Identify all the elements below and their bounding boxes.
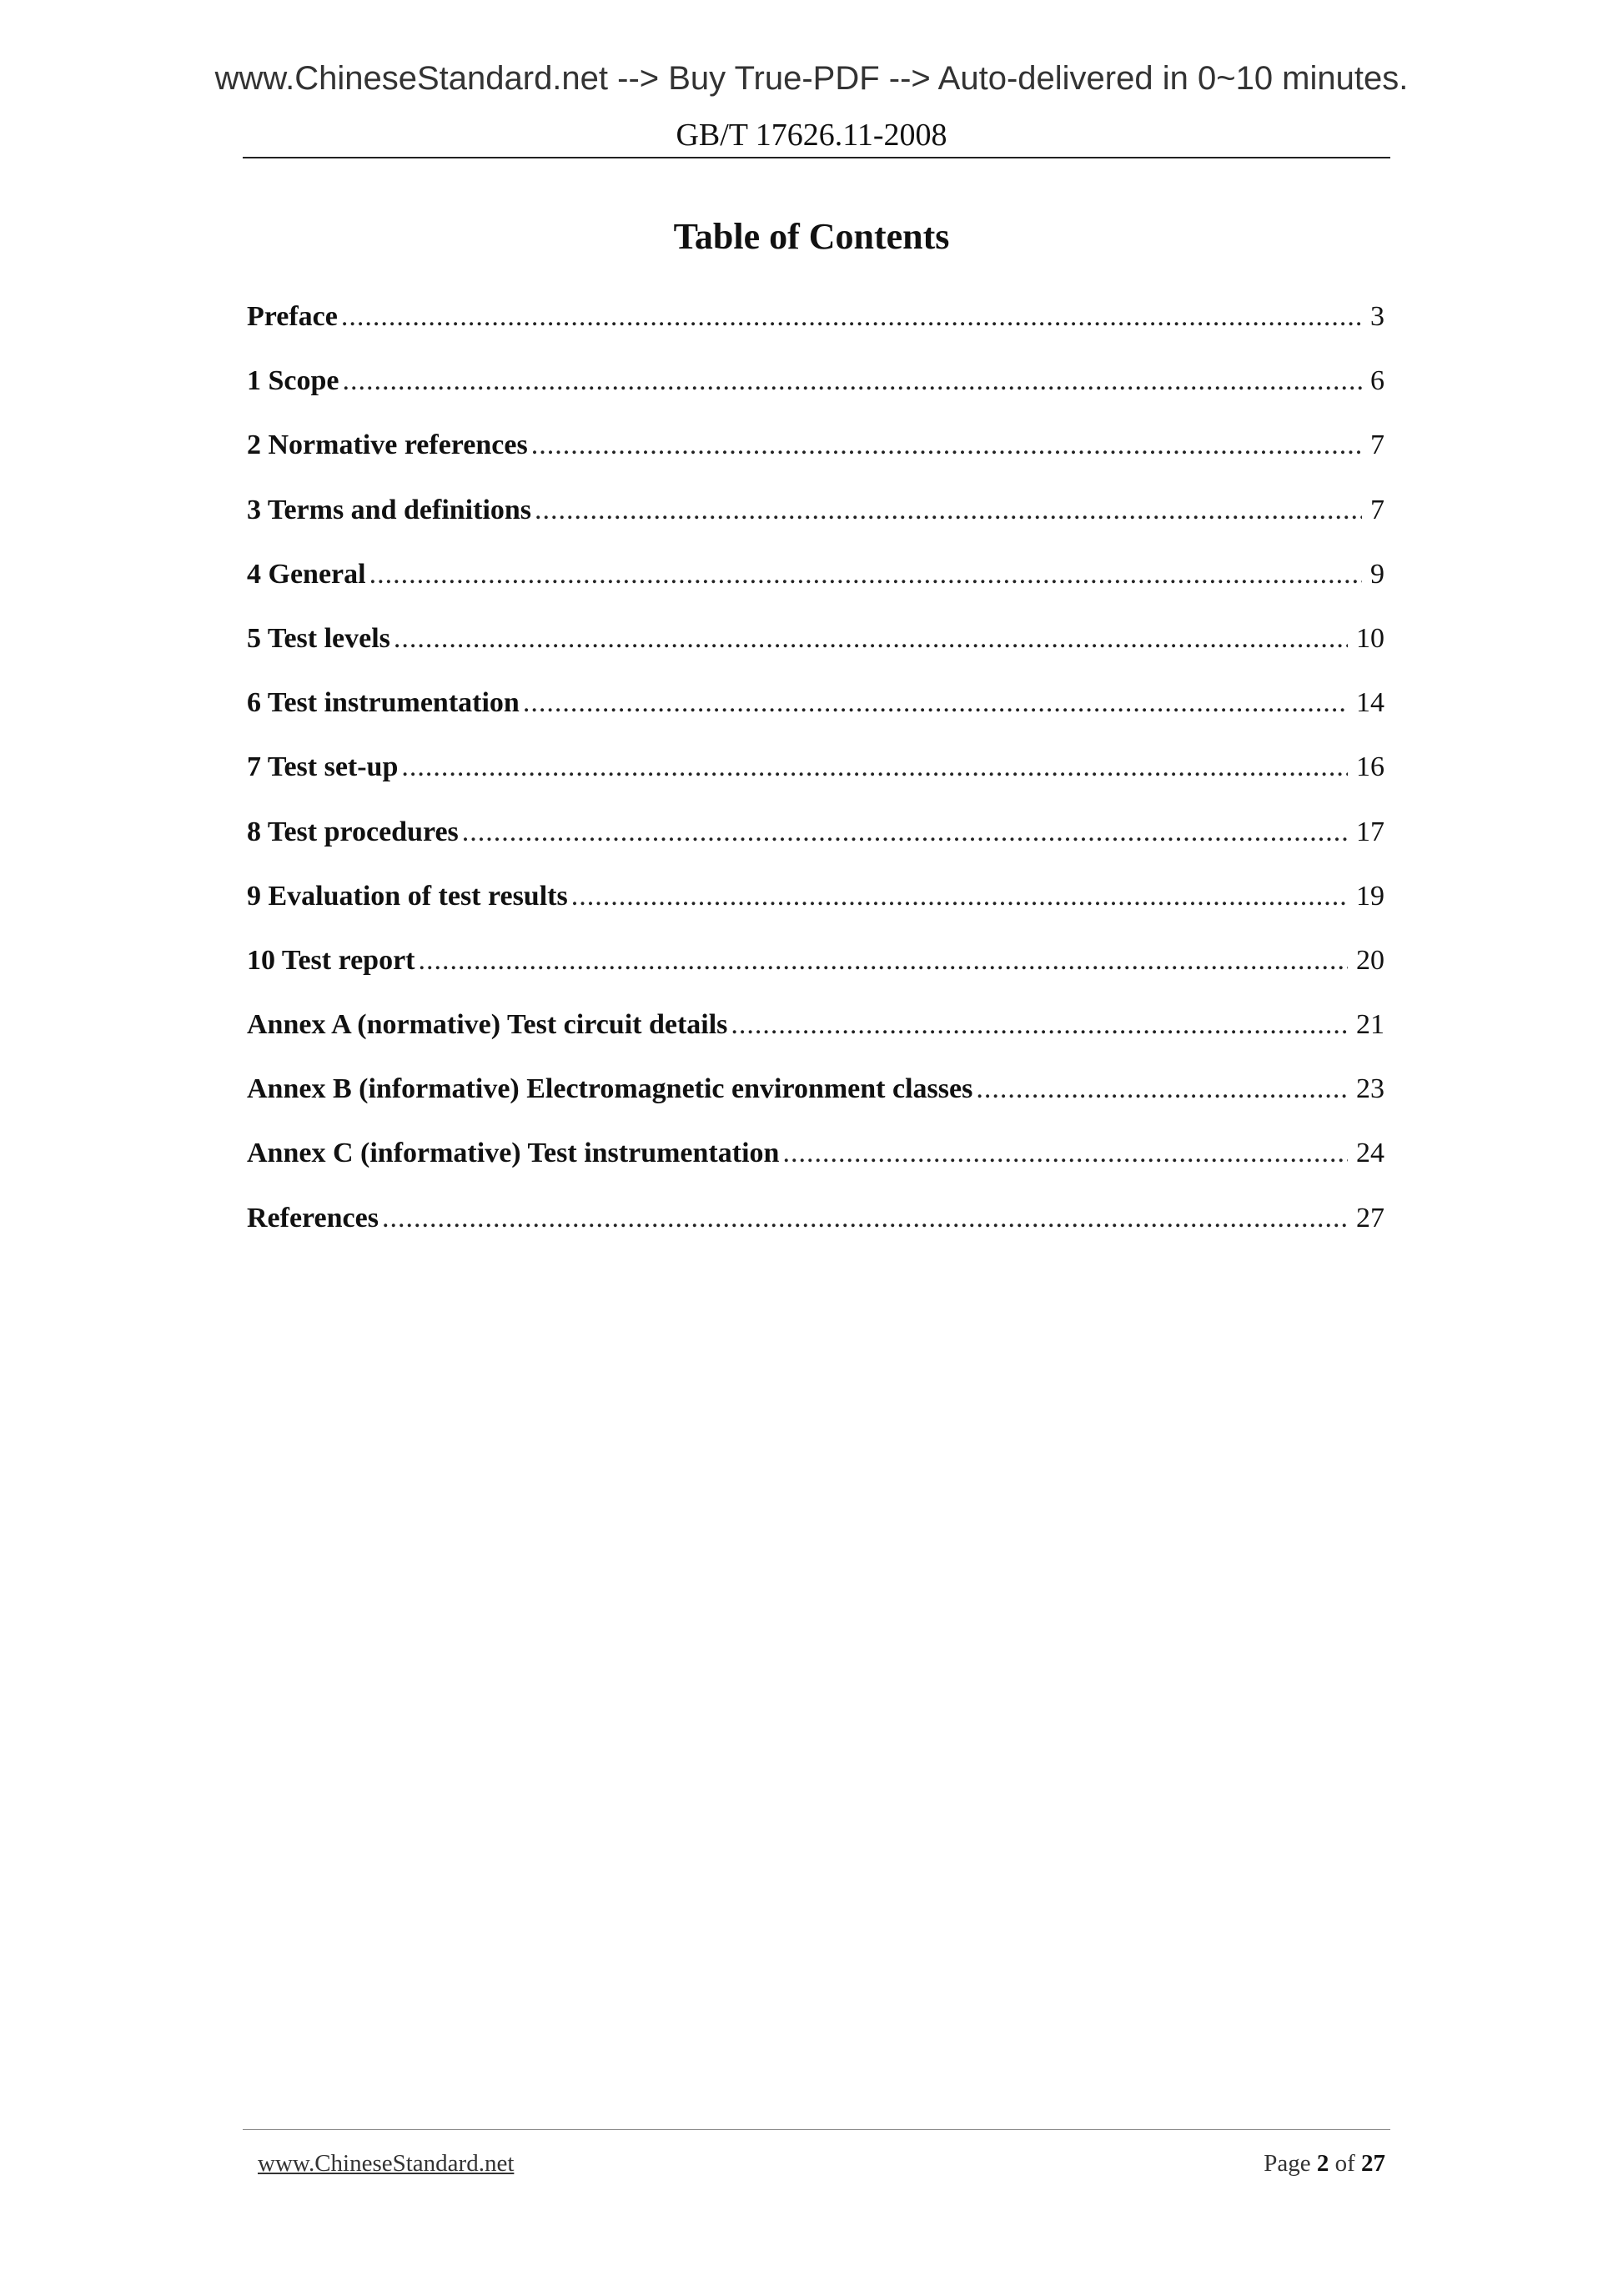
toc-entry-label: 10 Test report (247, 944, 415, 976)
toc-entry-label: 4 General (247, 558, 366, 590)
toc-entry-label: Preface (247, 301, 338, 332)
toc-entry-test-set-up[interactable] (247, 744, 1384, 808)
toc-dot-leader (462, 809, 1348, 856)
toc-dot-leader (523, 680, 1348, 726)
toc-dot-leader (531, 422, 1362, 469)
toc-entry-test-procedures[interactable] (247, 809, 1384, 873)
toc-entry-test-levels[interactable] (247, 615, 1384, 680)
toc-entry-annex-b[interactable] (247, 1066, 1384, 1130)
site-banner: www.ChineseStandard.net --> Buy True-PDF --> Auto-delivered in 0~10 minutes. (214, 60, 1409, 97)
toc-dot-leader (782, 1130, 1348, 1177)
toc-entry-test-report[interactable] (247, 937, 1384, 1002)
toc-entry-evaluation-of-test-results[interactable] (247, 873, 1384, 937)
toc-dot-leader (418, 937, 1348, 984)
page-total: 27 (1361, 2150, 1385, 2177)
toc-entry-page: 27 (1356, 1202, 1384, 1233)
toc-entry-normative-references[interactable] (247, 422, 1384, 486)
toc-entry-page: 24 (1356, 1138, 1384, 1169)
document-code: GB/T 17626.11-2008 (676, 118, 947, 153)
toc-dot-leader (731, 1002, 1348, 1048)
footer-site-link[interactable]: www.ChineseStandard.net (258, 2150, 515, 2177)
toc-entry-label: 1 Scope (247, 365, 339, 397)
toc-entry-annex-a[interactable] (247, 1002, 1384, 1066)
toc-entry-page: 6 (1370, 365, 1384, 397)
toc-entry-terms-and-definitions[interactable] (247, 487, 1384, 551)
toc-dot-leader (976, 1066, 1348, 1113)
toc-title: Table of Contents (673, 216, 950, 257)
toc-entry-label: Annex C (informative) Test instrumentation (247, 1138, 780, 1169)
toc-entry-label: 7 Test set-up (247, 751, 399, 783)
toc-entry-label: 3 Terms and definitions (247, 494, 532, 525)
toc-entry-page: 7 (1370, 494, 1384, 525)
toc-dot-leader (571, 873, 1348, 920)
page-current: 2 (1316, 2150, 1329, 2177)
toc-entry-page: 17 (1356, 816, 1384, 847)
toc-entry-page: 20 (1356, 944, 1384, 976)
toc-dot-leader (343, 358, 1363, 404)
toc-entry-label: 2 Normative references (247, 430, 528, 461)
toc-entry-page: 21 (1356, 1009, 1384, 1041)
header-divider (243, 157, 1390, 158)
toc-entry-page: 16 (1356, 751, 1384, 783)
toc-dot-leader (369, 551, 1362, 598)
toc-entry-page: 19 (1356, 880, 1384, 912)
toc-dot-leader (401, 744, 1348, 791)
toc-entry-annex-c[interactable] (247, 1130, 1384, 1194)
toc-entry-page: 23 (1356, 1073, 1384, 1105)
toc-entry-label: 5 Test levels (247, 622, 390, 654)
toc-entry-preface[interactable] (247, 294, 1384, 358)
toc-entry-label: 9 Evaluation of test results (247, 880, 568, 912)
toc-entry-page: 10 (1356, 622, 1384, 654)
toc-entry-general[interactable] (247, 551, 1384, 615)
page-number (1264, 2150, 1385, 2178)
toc-entry-page: 14 (1356, 687, 1384, 719)
page-of: of (1334, 2150, 1355, 2177)
toc-entry-label: Annex A (normative) Test circuit details (247, 1009, 728, 1041)
toc-entry-label: 8 Test procedures (247, 816, 459, 847)
toc-entry-page: 3 (1370, 301, 1384, 332)
toc-entry-label: 6 Test instrumentation (247, 687, 520, 719)
toc-entry-label: References (247, 1202, 379, 1233)
toc-dot-leader (535, 487, 1362, 534)
toc-dot-leader (382, 1195, 1348, 1242)
toc-dot-leader (394, 615, 1348, 662)
toc-entry-page: 7 (1370, 430, 1384, 461)
toc-entry-references[interactable] (247, 1195, 1384, 1259)
toc-entry-scope[interactable] (247, 358, 1384, 422)
toc-entry-label: Annex B (informative) Electromagnetic environment classes (247, 1073, 973, 1105)
toc-list (247, 294, 1384, 1259)
toc-entry-page: 9 (1370, 558, 1384, 590)
toc-dot-leader (341, 294, 1362, 340)
footer-divider (243, 2129, 1390, 2130)
toc-entry-test-instrumentation[interactable] (247, 680, 1384, 744)
page-prefix: Page (1264, 2150, 1311, 2177)
